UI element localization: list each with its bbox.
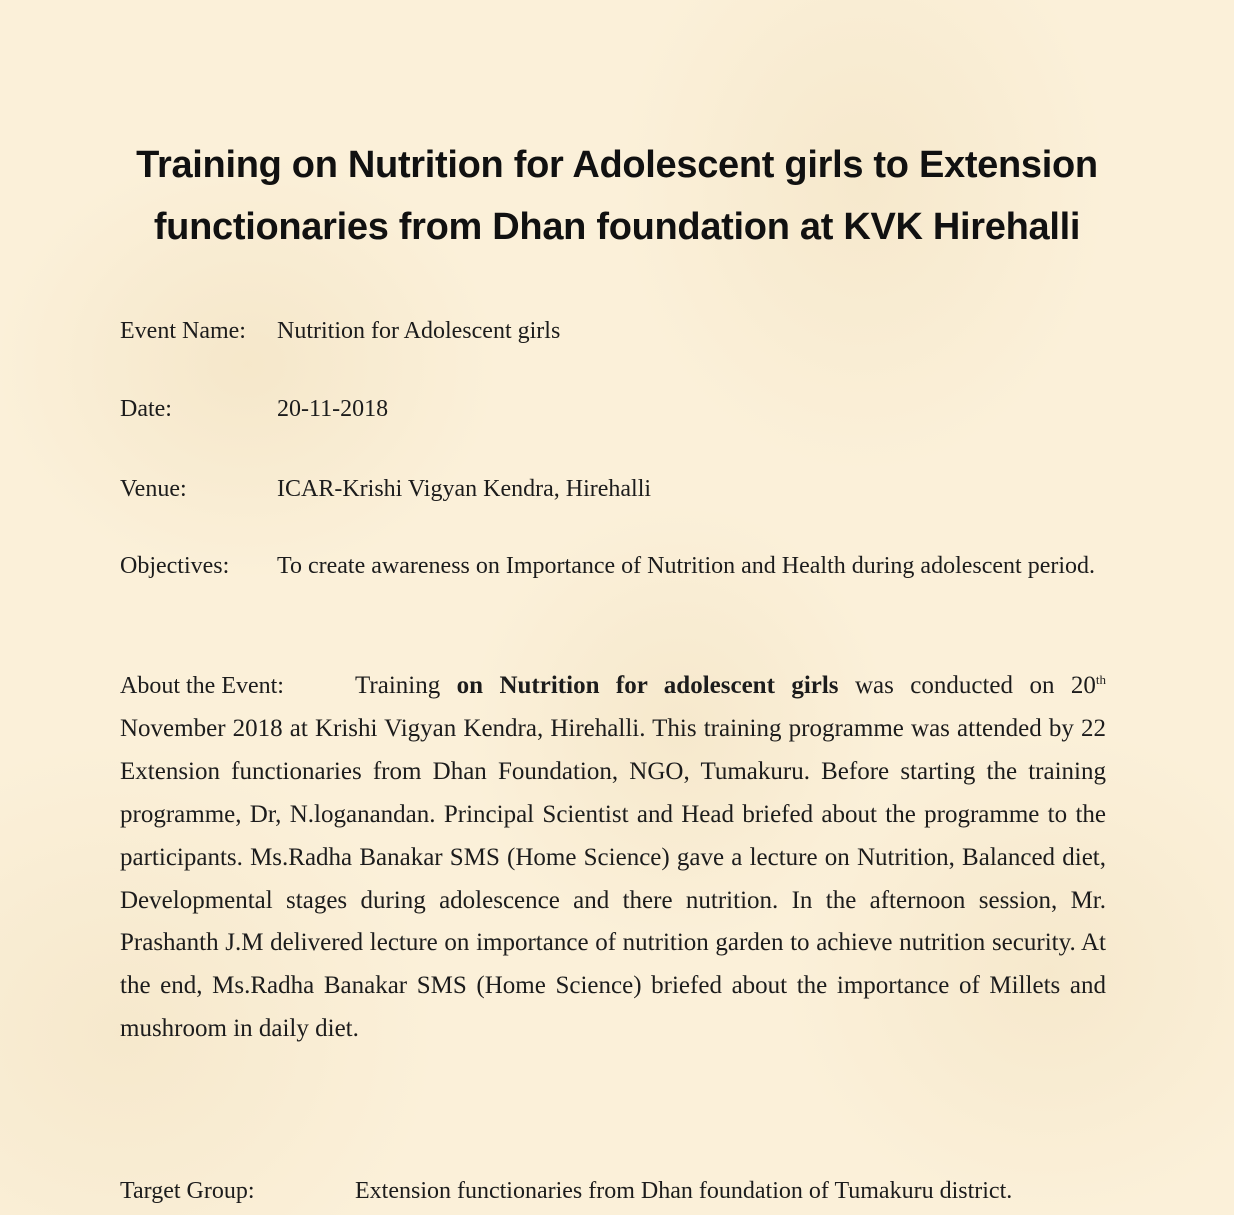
target-group-value: Extension functionaries from Dhan foundation of Tumakuru district.: [355, 1178, 1013, 1204]
event-name-label: Event Name:: [120, 318, 246, 344]
date-ordinal-suffix: th: [1095, 672, 1106, 687]
about-event-text-start: was conducted on 20: [838, 672, 1096, 699]
target-group-label: Target Group:: [120, 1178, 255, 1204]
event-name-value: Nutrition for Adolescent girls: [277, 318, 561, 344]
event-name-row: [120, 311, 1106, 351]
objectives-row: [120, 547, 1106, 586]
document-title: Training on Nutrition for Adolescent girls to Extension functionaries from Dhan foundation at KVK Hirehalli: [136, 144, 1098, 248]
about-event-paragraph: [120, 665, 1106, 1051]
venue-row: [120, 469, 1106, 509]
venue-value: ICAR-Krishi Vigyan Kendra, Hirehalli: [277, 476, 652, 502]
objectives-label: Objectives:: [120, 553, 230, 579]
target-group-row: [120, 1171, 1106, 1211]
date-label: Date:: [120, 396, 172, 422]
about-event-intro: Training: [355, 672, 457, 699]
date-value: 20-11-2018: [277, 396, 389, 422]
about-event-label: About the Event:: [120, 673, 284, 699]
about-event-highlight: on Nutrition for adolescent girls: [456, 672, 839, 699]
date-row: [120, 389, 1106, 429]
objectives-value: To create awareness on Importance of Nutrition and Health during adolescent period.: [277, 553, 1096, 579]
about-event-text: November 2018 at Krishi Vigyan Kendra, Hirehalli. This training programme was attended by 22 Extension functionaries from Dhan Foundation, NGO, Tumakuru. Before starting the training programme, Dr, N.loganandan. Principal Scientist and Head briefed about the programme to the participants. Ms.Radha Banakar SMS (Home Science) gave a lecture on Nutrition, Balanced diet, Developmental stages during adolescence and there nutrition. In the afternoon session, Mr. Prashanth J.M delivered lecture on importance of nutrition garden to achieve nutrition security. At the end, Ms.Radha Banakar SMS (Home Science) briefed about the importance of Millets and mushroom in daily diet.: [120, 714, 1106, 1043]
venue-label: Venue:: [120, 476, 187, 502]
